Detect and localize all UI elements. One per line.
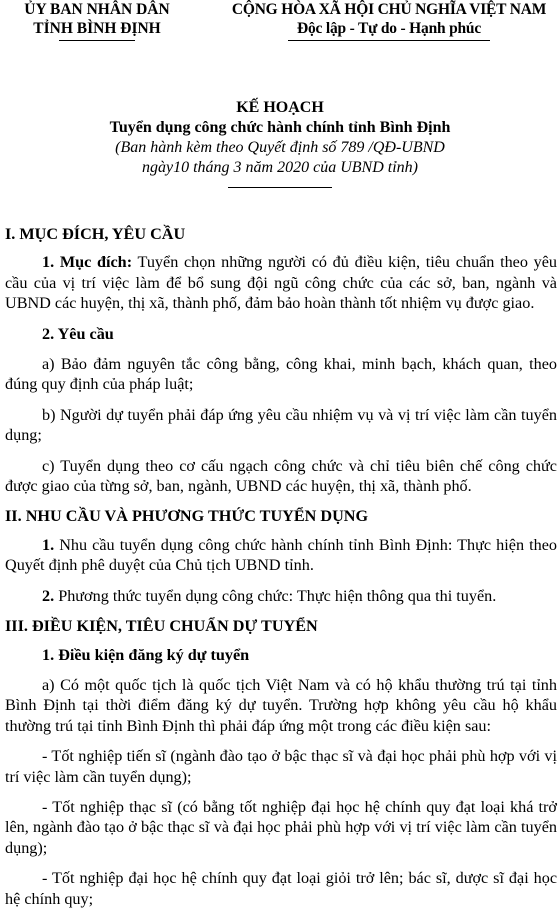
condition-dash-3: - Tốt nghiệp đại học hệ chính quy đạt loại giỏi trở lên; bác sĩ, dược sĩ đại học hệ chính quy; <box>5 869 557 908</box>
document-heading: KẾ HOẠCH <box>236 99 324 116</box>
issuer-line2: TỈNH BÌNH ĐỊNH <box>33 20 161 37</box>
condition-dash-2: - Tốt nghiệp thạc sĩ (có bằng tốt nghiệp đại học hệ chính quy đạt loại khá trở lên, ngành đào tạo ở bậc thạc sĩ và đại học phải phù hợp với vị trí việc làm cần tuyển dụng); <box>5 797 557 857</box>
national-header <box>218 0 560 38</box>
condition-a: a) Có một quốc tịch là quốc tịch Việt Nam và có hộ khẩu thường trú tại tỉnh Bình Định tại thời điểm đăng ký dự tuyển. Trường hợp không yêu cầu hộ khẩu thường trú tại tỉnh Bình Định thì phải đáp ứng một trong các điều kiện sau: <box>5 675 557 735</box>
section-3-title: III. ĐIỀU KIỆN, TIÊU CHUẨN DỰ TUYỂN <box>5 617 318 636</box>
section-2-item-2: 2. Phương thức tuyển dụng công chức: Thực hiện thông qua thi tuyển. <box>42 586 497 605</box>
section-2-title: II. NHU CẦU VÀ PHƯƠNG THỨC TUYỂN DỤNG <box>5 507 369 526</box>
document-subject: Tuyển dụng công chức hành chính tỉnh Bình Định <box>109 119 451 136</box>
section-2-item-1: 1. Nhu cầu tuyển dụng công chức hành chính tỉnh Bình Định: Thực hiện theo Quyết định phê duyệt của Chủ tịch UBND tỉnh. <box>5 535 557 575</box>
issuer-header <box>2 0 192 38</box>
section-3-conditions-title: 1. Điều kiện đăng ký dự tuyển <box>42 645 250 664</box>
section-1-title: I. MỤC ĐÍCH, YÊU CẦU <box>5 225 186 243</box>
section-1-requirements-title: 2. Yêu cầu <box>42 324 114 343</box>
issued-line1: (Ban hành kèm theo Quyết định số 789 /QĐ-UBND <box>115 139 445 156</box>
requirement-b: b) Người dự tuyển phải đáp ứng yêu cầu nhiệm vụ và vị trí việc làm cần tuyển dụng; <box>5 405 557 445</box>
title-block <box>0 98 560 178</box>
requirement-a: a) Bảo đảm nguyên tắc công bằng, công khai, minh bạch, khách quan, theo đúng quy định của pháp luật; <box>5 355 557 394</box>
section-1-purpose: 1. Mục đích: Tuyển chọn những người có đủ điều kiện, tiêu chuẩn theo yêu cầu của vị trí việc làm để bổ sung đội ngũ công chức của các sở, ban, ngành và UBND các huyện, thị xã, thành phố, đảm bảo hoàn thành tốt nhiệm vụ được giao. <box>5 253 558 313</box>
issuer-line1: ỦY BAN NHÂN DÂN <box>24 1 170 18</box>
title-underline <box>228 187 332 188</box>
document-body <box>5 224 557 919</box>
national-title: CỘNG HÒA XÃ HỘI CHỦ NGHĨA VIỆT NAM <box>231 1 547 18</box>
issuer-underline <box>59 40 135 41</box>
requirement-c: c) Tuyển dụng theo cơ cấu ngạch công chức và chỉ tiêu biên chế công chức được giao của từng sở, ban, ngành, UBND các huyện, thị xã, thành phố. <box>5 456 557 496</box>
issued-line2: ngày10 tháng 3 năm 2020 của UBND tỉnh) <box>142 159 418 176</box>
motto-underline <box>288 40 490 41</box>
condition-dash-1: - Tốt nghiệp tiến sĩ (ngành đào tạo ở bậc thạc sĩ và đại học phải phù hợp với vị trí việc làm cần tuyển dụng); <box>5 747 557 786</box>
national-motto: Độc lập - Tự do - Hạnh phúc <box>296 20 482 37</box>
